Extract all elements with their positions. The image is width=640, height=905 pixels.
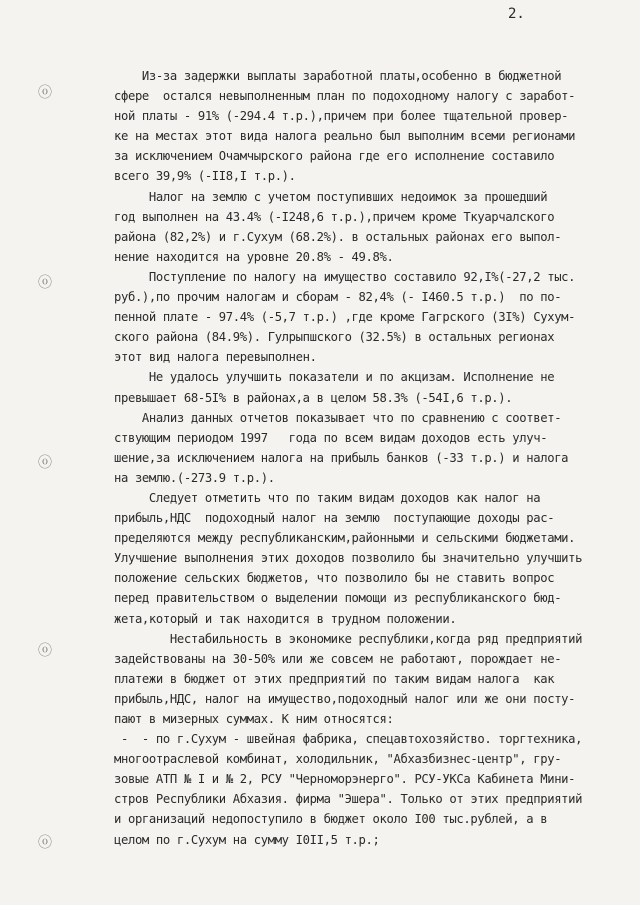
- punch-hole-mark: ⓞ: [38, 455, 52, 471]
- text-line: прибыль,НДС, налог на имущество,подоходный налог или же они посту-: [100, 691, 576, 706]
- punch-hole-mark: ⓞ: [38, 85, 52, 101]
- text-line: - - по г.Сухум - швейная фабрика, спецавтохозяйство. торгтехника,: [100, 732, 583, 747]
- text-line: Анализ данных отчетов показывает что по сравнению с соответ-: [100, 410, 562, 425]
- text-line: пают в мизерных суммах. К ним относятся:: [100, 712, 394, 726]
- text-line: прибыль,НДС подоходный налог на землю поступающие доходы рас-: [100, 511, 555, 526]
- text-line: за исключением Очамчырского района где его исполнение составило: [100, 149, 555, 164]
- punch-hole-mark: ⓞ: [38, 275, 52, 291]
- text-line: всего 39,9% (-II8,I т.р.).: [100, 169, 296, 184]
- text-line: и организаций недопоступило в бюджет около I00 тыс.рублей, а в: [100, 812, 548, 827]
- text-line: многоотраслевой комбинат, холодильник, "Абхазбизнес-центр", гру-: [100, 752, 562, 767]
- text-line: задействованы на 30-50% или же совсем не работают, порождает не-: [100, 651, 562, 666]
- text-line: целом по г.Сухум на сумму I0II,5 т.р.;: [100, 832, 380, 847]
- text-line: района (82,2%) и г.Сухум (68.2%). в остальных районах его выпол-: [100, 229, 562, 244]
- text-line: жета,который и так находится в трудном положении.: [100, 611, 457, 626]
- punch-hole-mark: ⓞ: [38, 835, 52, 851]
- text-line: Улучшение выполнения этих доходов позволило бы значительно улучшить: [100, 551, 583, 566]
- text-line: Нестабильность в экономике республики,когда ряд предприятий: [100, 631, 583, 646]
- page-number: 2.: [508, 6, 525, 22]
- text-line: зовые АТП № I и № 2, РСУ "Черноморэнерго". РСУ-УКСа Кабинета Мини-: [100, 772, 576, 787]
- text-line: сфере остался невыполненным план по подоходному налогу с заработ-: [100, 89, 576, 104]
- text-line: ке на местах этот вида налога реально был выполним всеми регионами: [100, 129, 576, 144]
- text-line: перед правительством о выделении помощи из республиканского бюд-: [100, 591, 562, 606]
- text-line: Из-за задержки выплаты заработной платы,особенно в бюджетной: [100, 69, 562, 83]
- text-line: положение сельских бюджетов, что позволило бы не ставить вопрос: [100, 571, 555, 586]
- text-line: Налог на землю с учетом поступивших недоимок за прошедший: [100, 189, 548, 204]
- document-body: [100, 66, 635, 850]
- text-line: пенной плате - 97.4% (-5,7 т.р.) ,где кроме Гагрского (3I%) Сухум-: [100, 310, 576, 325]
- text-line: ского района (84.9%). Гулрыпшского (32.5%) в остальных регионах: [100, 330, 555, 345]
- text-line: платежи в бюджет от этих предприятий по таким видам налога как: [100, 671, 555, 686]
- text-line: нение находится на уровне 20.8% - 49.8%.: [100, 249, 394, 264]
- text-line: ствующим периодом 1997 года по всем видам доходов есть улуч-: [100, 430, 548, 445]
- text-line: Поступление по налогу на имущество составило 92,I%(-27,2 тыс.: [100, 269, 576, 284]
- text-line: стров Республики Абхазия. фирма "Эшера". Только от этих предприятий: [100, 792, 583, 807]
- punch-hole-mark: ⓞ: [38, 643, 52, 659]
- text-line: Следует отметить что по таким видам доходов как налог на: [100, 490, 541, 505]
- text-line: превышает 68-5I% в районах,а в целом 58.3% (-54I,6 т.р.).: [100, 390, 513, 405]
- text-line: год выполнен на 43.4% (-I248,6 т.р.),причем кроме Ткуарчалского: [100, 209, 555, 224]
- text-line: ной платы - 91% (-294.4 т.р.),причем при более тщательной провер-: [100, 109, 569, 124]
- text-line: этот вид налога перевыполнен.: [100, 350, 317, 365]
- text-line: на землю.(-273.9 т.р.).: [100, 470, 275, 485]
- text-line: пределяются между республиканским,районными и сельскими бюджетами.: [100, 531, 576, 546]
- text-line: Не удалось улучшить показатели и по акцизам. Исполнение не: [100, 370, 555, 385]
- text-line: шение,за исключением налога на прибыль банков (-33 т.р.) и налога: [100, 450, 569, 465]
- text-line: руб.),по прочим налогам и сборам - 82,4% (- I460.5 т.р.) по по-: [100, 290, 562, 305]
